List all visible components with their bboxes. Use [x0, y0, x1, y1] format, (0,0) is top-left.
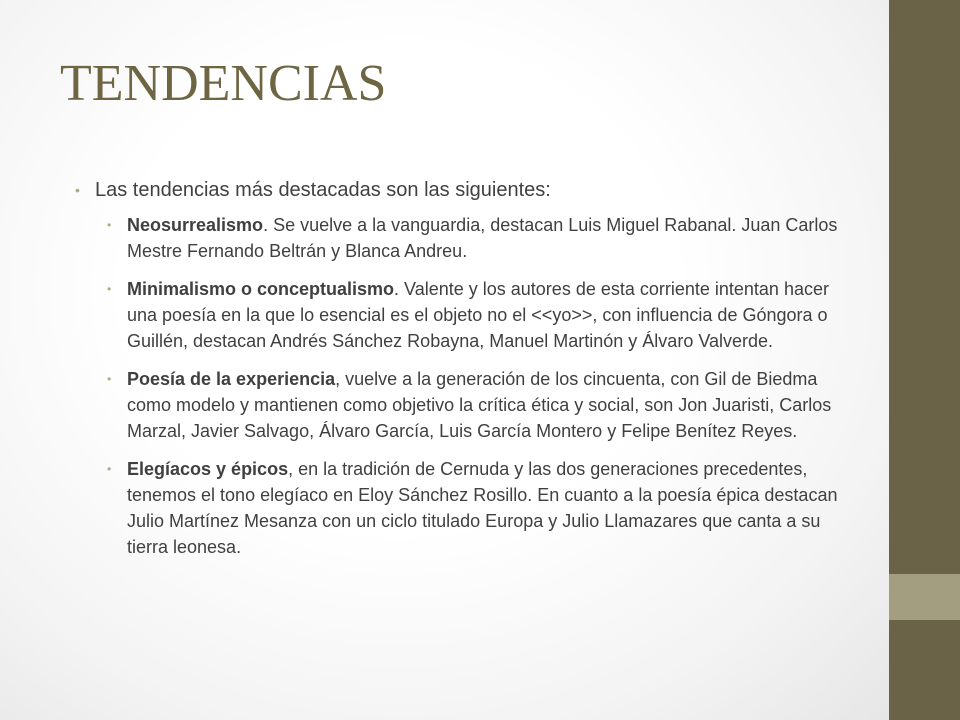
intro-text: Las tendencias más destacadas son las siguientes: — [95, 179, 551, 201]
item-text: , vuelve a la generación de los cincuenta, con Gil de Biedma como modelo y mantienen como objetivo la crítica ética y social, son Jon Juaristi, Carlos Marzal, Javier Salvago, Álvaro García, Luis García Montero y Felipe Benítez Reyes. — [127, 369, 832, 441]
bullet-icon: • — [107, 372, 112, 386]
item-text: . Valente y los autores de esta corriente intentan hacer una poesía en la que lo esencial es el objeto no el <<yo>>, con influencia de Góngora o Guillén, destacan Andrés Sánchez Robayna, Manuel Martinón y Álvaro Valverde. — [127, 279, 829, 351]
tendencias-list — [75, 212, 855, 560]
bullet-icon: • — [107, 218, 112, 232]
intro-bullet — [75, 176, 855, 204]
item-text: , en la tradición de Cernuda y las dos generaciones precedentes, tenemos el tono elegíaco en Eloy Sánchez Rosillo. En cuanto a la poesía épica destacan Julio Martínez Mesanza con un ciclo titulado Europa y Julio Llamazares que canta a su tierra leonesa. — [127, 459, 838, 557]
list-item-elegiacos-epicos — [107, 456, 855, 560]
item-term: Poesía de la experiencia — [127, 369, 336, 389]
item-text: . Se vuelve a la vanguardia, destacan Luis Miguel Rabanal. Juan Carlos Mestre Fernando Beltrán y Blanca Andreu. — [127, 215, 838, 261]
bullet-icon: • — [107, 282, 112, 296]
list-item-neosurrealismo — [107, 212, 855, 264]
item-term: Neosurrealismo — [127, 215, 264, 235]
item-term: Elegíacos y épicos — [127, 459, 289, 479]
sidebar-dark-band-bottom — [889, 620, 960, 720]
bullet-icon: • — [107, 462, 112, 476]
item-term: Minimalismo o conceptualismo — [127, 279, 395, 299]
list-item-minimalismo — [107, 276, 855, 354]
sidebar-dark-band — [889, 0, 960, 574]
bullet-icon: • — [75, 182, 80, 198]
bullet-content — [75, 176, 855, 572]
slide-title: TENDENCIAS — [60, 55, 387, 112]
sidebar-accent-band — [889, 574, 960, 620]
list-item-poesia-experiencia — [107, 366, 855, 444]
